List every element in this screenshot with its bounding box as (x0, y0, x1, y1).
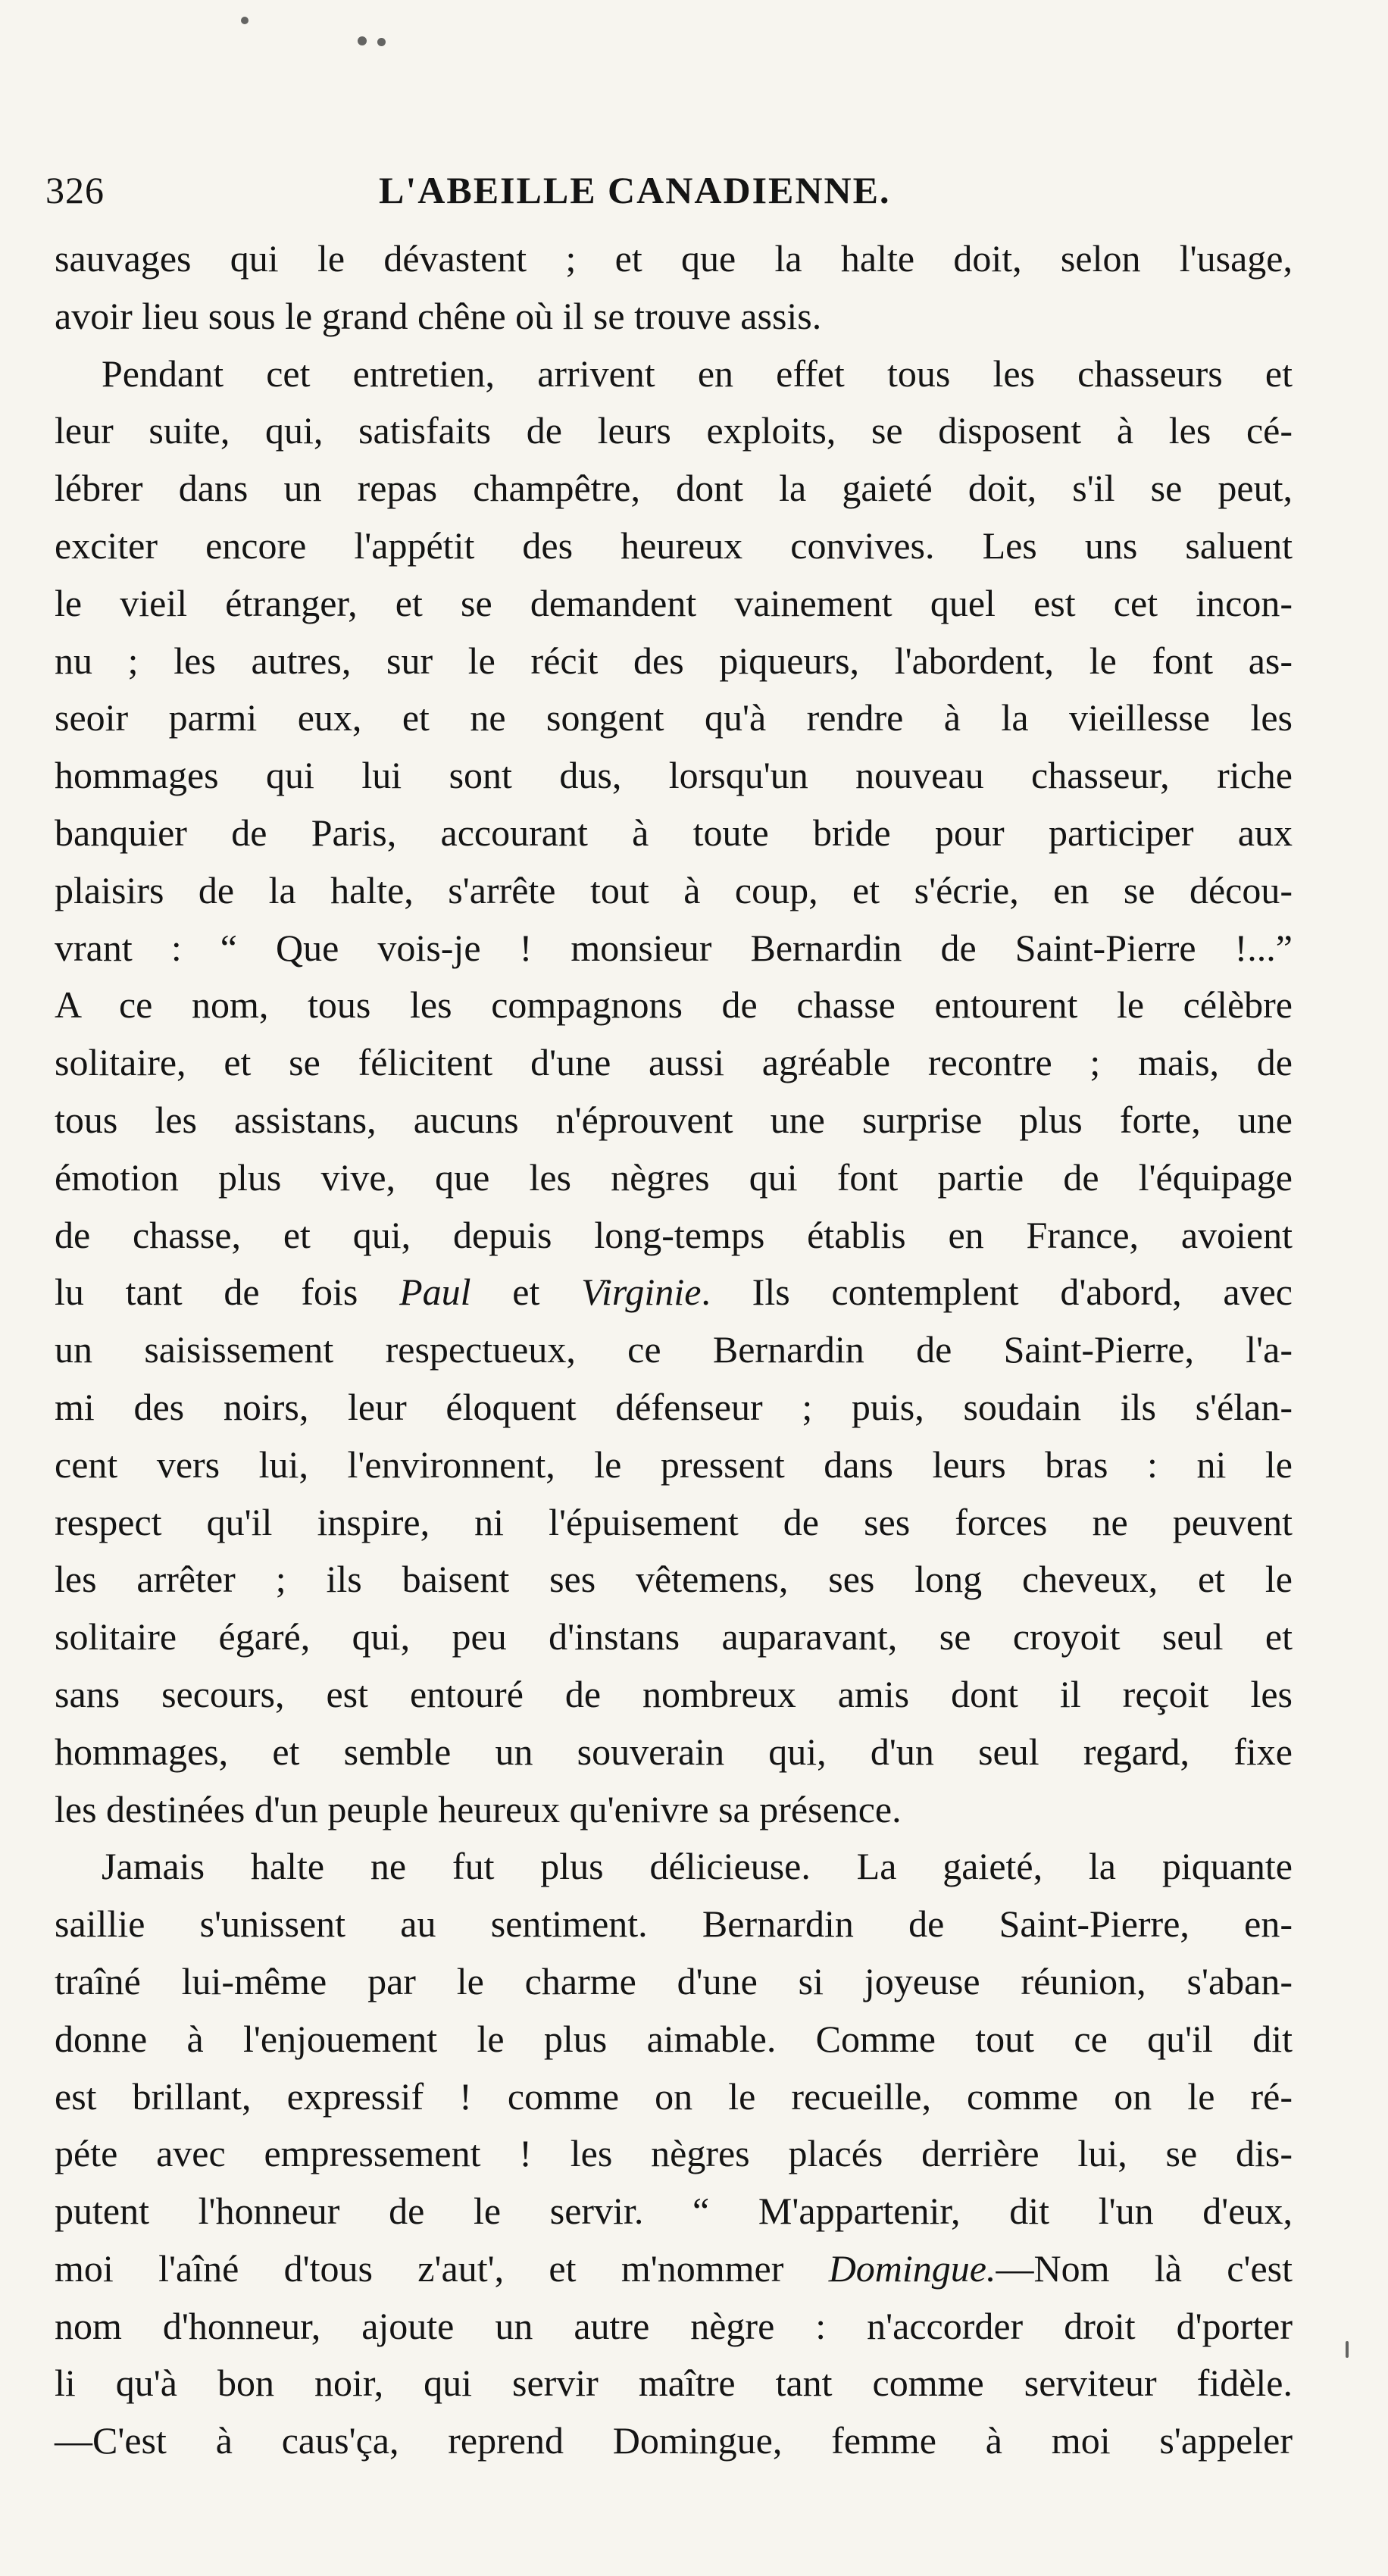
text-segment: moi l'aîné d'tous z'aut', et m'nommer (55, 2246, 829, 2290)
text-line (55, 1264, 1293, 1321)
text-line: péte avec empressement ! les nègres placés derrière lui, se dis- (55, 2132, 1293, 2175)
text-line: hommages, et semble un souverain qui, d'un seul regard, fixe (55, 1730, 1293, 1773)
text-line: sauvages qui le dévastent ; et que la halte doit, selon l'usage, (55, 237, 1293, 280)
text-segment: et (470, 1271, 582, 1314)
text-line: leur suite, qui, satisfaits de leurs exploits, se disposent à les cé- (55, 409, 1293, 452)
text-line: Jamais halte ne fut plus délicieuse. La gaieté, la piquante (102, 1845, 1293, 1888)
ink-speck (377, 38, 386, 46)
text-line: banquier de Paris, accourant à toute bride pour participer aux (55, 811, 1293, 854)
ink-speck (1346, 2341, 1349, 2358)
character-name: Domingue. (828, 2246, 996, 2290)
text-line: saillie s'unissent au sentiment. Bernardin de Saint-Pierre, en- (55, 1902, 1293, 1946)
running-title: L'ABEILLE CANADIENNE. (379, 169, 891, 211)
text-line: —C'est à caus'ça, reprend Domingue, femme à moi s'appeler (55, 2419, 1293, 2462)
text-line: un saisissement respectueux, ce Bernardin de Saint-Pierre, l'a- (55, 1328, 1293, 1371)
text-line: nu ; les autres, sur le récit des piqueurs, l'abordent, le font as- (55, 639, 1293, 682)
text-line: seoir parmi eux, et ne songent qu'à rendre à la vieillesse les (55, 696, 1293, 739)
text-line: nom d'honneur, ajoute un autre nègre : n'accorder droit d'porter (55, 2304, 1293, 2347)
book-title: Paul (399, 1271, 471, 1314)
text-line: émotion plus vive, que les nègres qui font partie de l'équipage (55, 1155, 1293, 1199)
text-line (55, 2240, 1293, 2298)
text-segment: . Ils contemplent d'abord, avec (701, 1271, 1293, 1314)
page-header (45, 164, 1326, 217)
text-line: plaisirs de la halte, s'arrête tout à coup, et s'écrie, en se décou- (55, 868, 1293, 911)
text-line: avoir lieu sous le grand chêne où il se trouve assis. (55, 294, 822, 337)
text-line: est brillant, expressif ! comme on le recueille, comme on le ré- (55, 2074, 1293, 2118)
text-line: mi des noirs, leur éloquent défenseur ; puis, soudain ils s'élan- (55, 1385, 1293, 1428)
text-line: sans secours, est entouré de nombreux amis dont il reçoit les (55, 1672, 1293, 1715)
text-line: les arrêter ; ils baisent ses vêtemens, ses long cheveux, et le (55, 1558, 1293, 1601)
text-line: solitaire, et se félicitent d'une aussi agréable recontre ; mais, de (55, 1041, 1293, 1084)
ink-speck (241, 17, 249, 24)
ink-speck (358, 36, 367, 45)
text-line: exciter encore l'appétit des heureux convives. Les uns saluent (55, 524, 1293, 567)
text-line: cent vers lui, l'environnent, le pressent dans leurs bras : ni le (55, 1443, 1293, 1486)
text-line: solitaire égaré, qui, peu d'instans auparavant, se croyoit seul et (55, 1615, 1293, 1658)
text-line: les destinées d'un peuple heureux qu'enivre sa présence. (55, 1787, 902, 1830)
text-line: vrant : “ Que vois-je ! monsieur Bernardin de Saint-Pierre !...” (55, 926, 1293, 969)
text-line: lébrer dans un repas champêtre, dont la gaieté doit, s'il se peut, (55, 467, 1293, 510)
page-number: 326 (45, 169, 105, 211)
text-line: A ce nom, tous les compagnons de chasse entourent le célèbre (55, 983, 1293, 1027)
text-line: de chasse, et qui, depuis long-temps établis en France, avoient (55, 1213, 1293, 1256)
text-line: hommages qui lui sont dus, lorsqu'un nouveau chasseur, riche (55, 754, 1293, 797)
text-line: le vieil étranger, et se demandent vainement quel est cet incon- (55, 581, 1293, 624)
text-line: putent l'honneur de le servir. “ M'appartenir, dit l'un d'eux, (55, 2190, 1293, 2233)
body-text (55, 230, 1293, 2470)
text-line: Pendant cet entretien, arrivent en effet tous les chasseurs et (102, 352, 1293, 395)
text-line: li qu'à bon noir, qui servir maître tant comme serviteur fidèle. (55, 2362, 1293, 2405)
text-segment: —Nom là c'est (996, 2246, 1293, 2290)
text-line: tous les assistans, aucuns n'éprouvent une surprise plus forte, une (55, 1098, 1293, 1141)
book-title: Virginie (581, 1271, 702, 1314)
text-segment: lu tant de fois (55, 1271, 400, 1314)
text-line: traîné lui-même par le charme d'une si joyeuse réunion, s'aban- (55, 1959, 1293, 2002)
text-line: respect qu'il inspire, ni l'épuisement de ses forces ne peuvent (55, 1500, 1293, 1543)
text-line: donne à l'enjouement le plus aimable. Comme tout ce qu'il dit (55, 2017, 1293, 2060)
